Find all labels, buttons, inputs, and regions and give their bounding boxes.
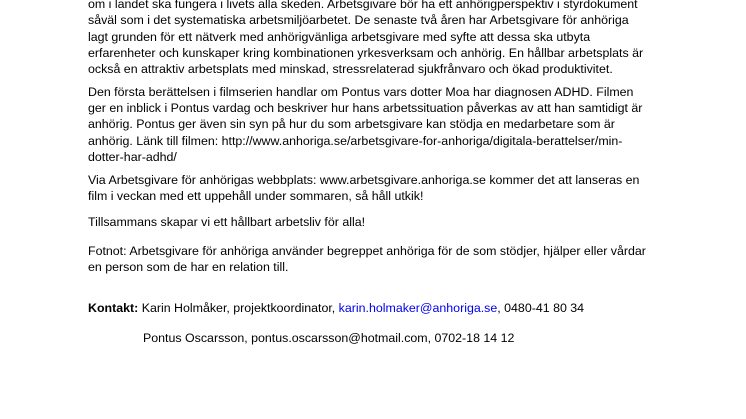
text-line: såväl som i det systematiska arbetsmiljöarbetet. De senaste två åren har Arbetsgivare för anhöriga — [88, 13, 629, 27]
contact-phone-1: , 0480-41 80 34 — [497, 301, 585, 315]
text-line: om i landet ska fungera i livets alla skeden. Arbetsgivare bör ha ett anhörigperspektiv i styrdokument — [88, 0, 638, 11]
text-line: film i veckan med ett uppehåll under sommaren, så håll utkik! — [88, 189, 424, 203]
text-line: också en attraktiv arbetsplats med minskad, stressrelaterad sjukfrånvaro och ökad produktivitet. — [88, 62, 613, 76]
text-line: ger en inblick i Pontus vardag och beskriver hur hans arbetssituation påverkas av att han samtidigt är — [88, 101, 643, 115]
text-line: Den första berättelsen i filmserien handlar om Pontus vars dotter Moa har diagnosen ADHD. Filmen — [88, 85, 634, 99]
text-line: anhörig. Pontus ger även sin syn på hur du som arbetsgivare kan stödja en medarbetare som är — [88, 117, 615, 131]
text-line: lagt grunden för ett nätverk med anhörigvänliga arbetsgivare med syfte att dessa ska utbyta — [88, 30, 591, 44]
text-line: en person som de har en relation till. — [88, 260, 289, 274]
contact-person-2: Pontus Oscarsson, pontus.oscarsson@hotmail.com, 0702-18 14 12 — [143, 331, 515, 345]
text-line: Via Arbetsgivare för anhörigas webbplats: www.arbetsgivare.anhoriga.se kommer det att lanseras en — [88, 173, 640, 187]
text-line: dotter-har-adhd/ — [88, 150, 177, 164]
contact-person-1: Karin Holmåker, projektkoordinator, — [138, 301, 339, 315]
text-line: Fotnot: Arbetsgivare för anhöriga använder begreppet anhöriga för de som stödjer, hjälper eller vårdar — [88, 244, 646, 258]
text-line: anhörig. Länk till filmen: http://www.anhoriga.se/arbetsgivare-for-anhoriga/digitala-berattelser/min- — [88, 134, 623, 148]
contact-label: Kontakt: — [88, 301, 139, 315]
email-link[interactable]: karin.holmaker@anhoriga.se — [338, 301, 498, 315]
text-line: erfarenheter och kunskaper kring kombinationen yrkesverksam och anhörig. En hållbar arbetsplats är — [88, 46, 644, 60]
contact-line — [88, 300, 584, 316]
text-line: Tillsammans skapar vi ett hållbart arbetsliv för alla! — [88, 215, 366, 229]
